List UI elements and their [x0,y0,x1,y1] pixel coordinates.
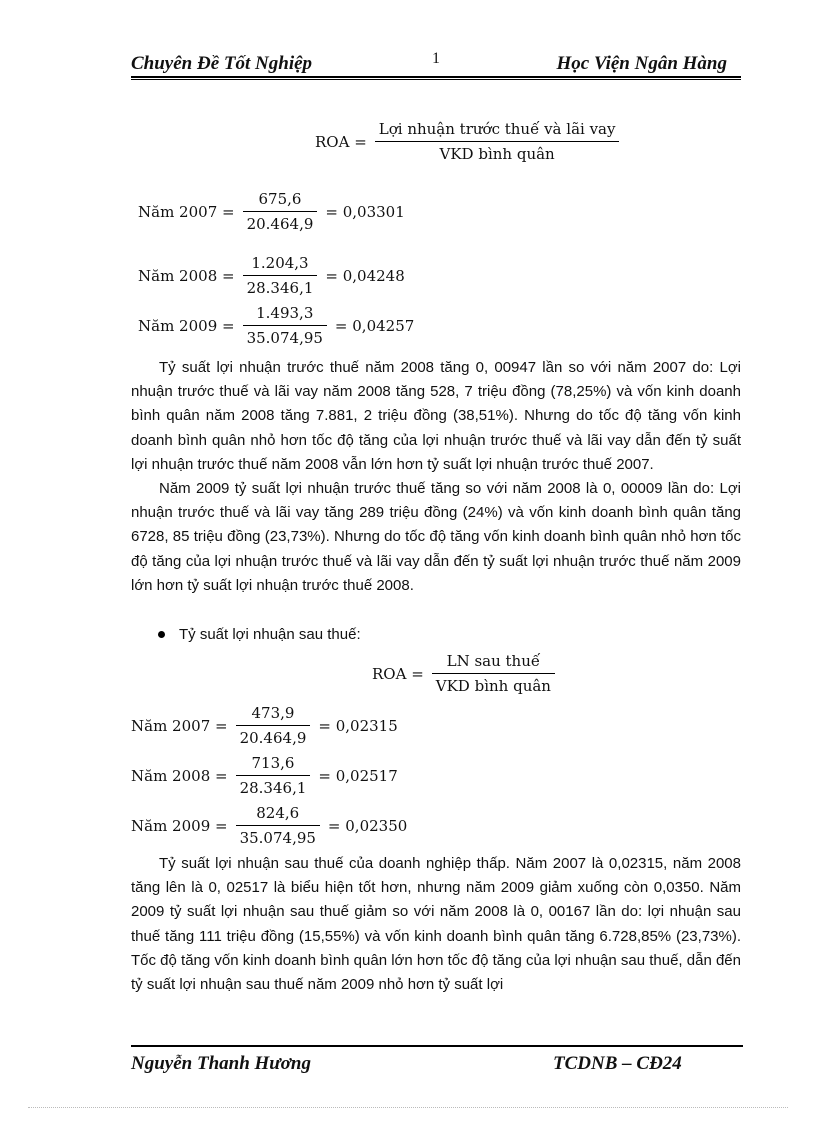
analysis-pretax [131,356,741,598]
analysis-aftertax [131,852,741,997]
calc-numerator: 1.493,3 [256,304,314,322]
calc-label: Năm 2009 = [131,816,228,835]
page-number: 1 [432,50,440,67]
paragraph-pretax-2008: Tỷ suất lợi nhuận trước thuế năm 2008 tăng 0, 00947 lần so với năm 2007 do: Lợi nhuận trước thuế và lãi vay năm 2008 tăng 528, 7 triệu đồng (78,25%) và vốn kinh doanh bình quân năm 2008 tăng 7.881, 2 triệu đồng (38,51%). Nhưng do tốc độ tăng vốn kinh doanh bình quân nhỏ hơn tốc độ tăng của lợi nhuận trước thuế và lãi vay dẫn đến tỷ suất lợi nhuận trước thuế năm 2008 vẫn lớn hơn tỷ suất lợi nhuận trước thuế 2007. [131,359,741,473]
calc-result: = 0,04257 [334,316,415,335]
calc-pretax-2007 [138,190,405,233]
calc-aftertax-2007 [131,704,398,747]
footer-rule [131,1045,743,1047]
calc-denominator: 35.074,95 [236,825,320,847]
header-rule-thin [131,79,741,80]
calc-numerator: 824,6 [256,804,300,822]
calc-denominator: 20.464,9 [243,211,318,233]
calc-label: Năm 2007 = [138,202,235,221]
calc-numerator: 675,6 [258,190,302,208]
paragraph-aftertax: Tỷ suất lợi nhuận sau thuế của doanh nghiệp thấp. Năm 2007 là 0,02315, năm 2008 tăng lên là 0, 02517 là biểu hiện tốt hơn, nhưng năm 2009 giảm xuống còn 0,0350. Năm 2009 tỷ suất lợi nhuận sau thuế giảm so với năm 2008 là 0, 00167 lần do: lợi nhuận sau thuế tăng 111 triệu đồng (15,55%) và vốn kinh doanh bình quân tăng 6.728,85% (23,73%). Tốc độ tăng vốn kinh doanh bình quân lớn hơn tốc độ tăng của lợi nhuận sau thuế, dẫn đến tỷ suất lợi nhuận sau thuế năm 2009 nhỏ hơn tỷ suất lợi [131,855,741,994]
page-header [131,50,741,78]
bullet-dot-icon [158,631,165,638]
calc-result: = 0,02315 [318,716,398,735]
bullet-text: Tỷ suất lợi nhuận sau thuế: [179,626,361,643]
page-footer [131,1050,743,1076]
formula-lhs: ROA = [372,664,424,683]
footer-author: Nguyễn Thanh Hương [131,1053,311,1074]
calc-label: Năm 2009 = [138,316,235,335]
calc-fraction [243,304,327,347]
calc-result: = 0,02517 [318,766,398,785]
calc-aftertax-2008 [131,754,398,797]
formula-numerator: LN sau thuế [446,652,541,670]
calc-pretax-2009 [138,304,414,347]
page-bottom-dotted-line [28,1107,788,1108]
formula-fraction [375,120,620,163]
calc-fraction [236,704,311,747]
bullet-after-tax [158,626,361,643]
calc-denominator: 35.074,95 [243,325,327,347]
paragraph-pretax-2009: Năm 2009 tỷ suất lợi nhuận trước thuế tăng so với năm 2008 là 0, 00009 lần do: Lợi nhuận trước thuế và lãi vay tăng 289 triệu đồng (24%) và vốn kinh doanh bình quân tăng 6728, 85 triệu đồng (23,73%). Nhưng do tốc độ tăng vốn kinh doanh bình quân nhỏ hơn tốc độ tăng của lợi nhuận trước thuế và lãi vay dẫn đến tỷ suất lợi nhuận trước thuế năm 2009 lớn hơn tỷ suất lợi nhuận trước thuế 2008. [131,480,741,594]
formula-lhs: ROA = [315,132,367,151]
calc-fraction [243,190,318,233]
calc-label: Năm 2008 = [131,766,228,785]
formula-roa-after-tax [372,652,563,695]
calc-denominator: 20.464,9 [236,725,311,747]
calc-result: = 0,02350 [327,816,408,835]
calc-label: Năm 2007 = [131,716,228,735]
calc-label: Năm 2008 = [138,266,235,285]
calc-pretax-2008 [138,254,405,297]
calc-numerator: 1.204,3 [251,254,309,272]
calc-fraction [236,804,320,847]
calc-fraction [243,254,318,297]
formula-roa-pretax [315,120,627,163]
calc-result: = 0,04248 [325,266,405,285]
footer-class: TCDNB – CĐ24 [553,1053,682,1074]
calc-denominator: 28.346,1 [236,775,311,797]
calc-fraction [236,754,311,797]
formula-fraction [432,652,555,695]
calc-result: = 0,03301 [325,202,405,221]
header-right-title: Học Viện Ngân Hàng [556,53,727,74]
header-left-title: Chuyên Đề Tốt Nghiệp [131,53,313,74]
formula-numerator: Lợi nhuận trước thuế và lãi vay [378,120,616,138]
calc-aftertax-2009 [131,804,407,847]
formula-denominator: VKD bình quân [375,141,620,163]
calc-denominator: 28.346,1 [243,275,318,297]
calc-numerator: 713,6 [251,754,295,772]
calc-numerator: 473,9 [251,704,295,722]
header-rule [131,76,741,78]
formula-denominator: VKD bình quân [432,673,555,695]
